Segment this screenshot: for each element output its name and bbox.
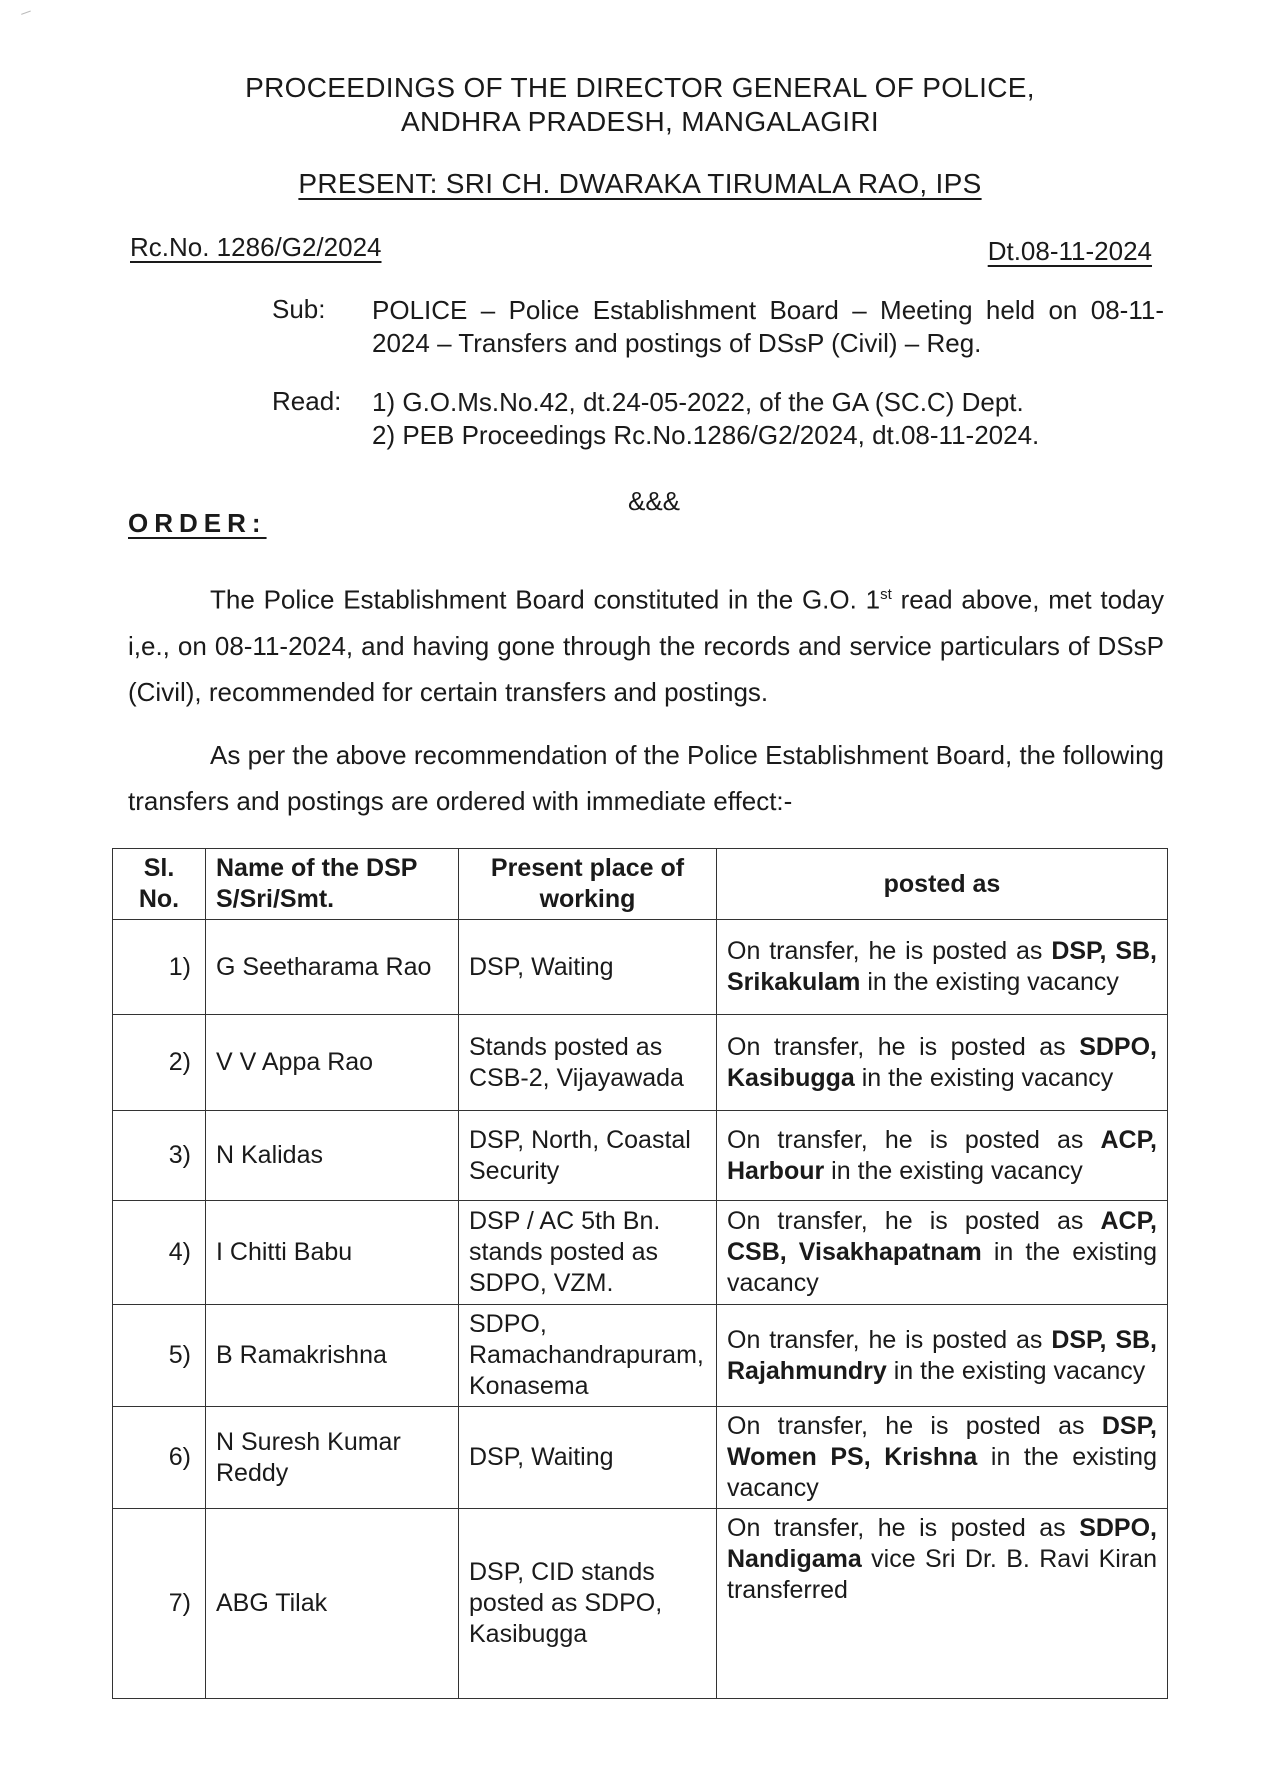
cell-present-place: DSP, North, Coastal Security: [459, 1111, 717, 1201]
header-name: Name of the DSP S/Sri/Smt.: [206, 849, 459, 920]
rc-number: Rc.No. 1286/G2/2024: [130, 232, 382, 262]
subject-label: Sub:: [272, 294, 326, 324]
cell-name: B Ramakrishna: [206, 1305, 459, 1407]
cell-posted-as: [717, 1509, 1168, 1699]
superscript-st: st: [880, 586, 892, 603]
cell-sl-no: 3): [113, 1111, 206, 1201]
cell-name: I Chitti Babu: [206, 1201, 459, 1305]
table-row: [113, 1305, 1168, 1407]
table-header-row: [113, 849, 1168, 920]
paragraph-1-part-a: The Police Establishment Board constituted in the G.O. 1: [210, 584, 881, 615]
cell-present-place: Stands posted as CSB-2, Vijayawada: [459, 1015, 717, 1111]
cell-sl-no: 6): [113, 1407, 206, 1509]
posted-prefix: On transfer, he is posted as: [727, 1032, 1080, 1061]
header-present: Present place of working: [459, 849, 717, 920]
posted-suffix: in the existing vacancy: [886, 1356, 1146, 1385]
posted-suffix: in the existing vacancy: [727, 1238, 1157, 1297]
paragraph-1: [128, 572, 1164, 715]
header-line-1: PROCEEDINGS OF THE DIRECTOR GENERAL OF POLICE,: [245, 72, 1035, 103]
cell-posted-as: [717, 1407, 1168, 1509]
table-row: [113, 1201, 1168, 1305]
cell-sl-no: 1): [113, 920, 206, 1015]
read-item-2: 2) PEB Proceedings Rc.No.1286/G2/2024, dt.08-11-2024.: [372, 420, 1040, 450]
cell-posted-as: [717, 1201, 1168, 1305]
posted-suffix: in the existing vacancy: [727, 1443, 1157, 1502]
cell-present-place: DSP, Waiting: [459, 920, 717, 1015]
posted-prefix: On transfer, he is posted as: [727, 1514, 1080, 1542]
cell-posted-as: [717, 1111, 1168, 1201]
transfers-table: [112, 848, 1168, 1699]
cell-posted-as: [717, 1015, 1168, 1111]
posted-post-name: DSP, Women PS, Krishna: [727, 1412, 1157, 1471]
cell-name: G Seetharama Rao: [206, 920, 459, 1015]
posted-prefix: On transfer, he is posted as: [727, 1207, 1101, 1235]
posted-prefix: On transfer, he is posted as: [727, 1125, 1101, 1154]
header-posted: posted as: [717, 849, 1168, 920]
cell-name: V V Appa Rao: [206, 1015, 459, 1111]
cell-posted-as: [717, 1305, 1168, 1407]
cell-sl-no: 7): [113, 1509, 206, 1699]
table-row: [113, 920, 1168, 1015]
posted-suffix: in the existing vacancy: [824, 1156, 1083, 1185]
table-row: [113, 1407, 1168, 1509]
cell-present-place: DSP / AC 5th Bn. stands posted as SDPO, VZM.: [459, 1201, 717, 1305]
table-row: [113, 1111, 1168, 1201]
cell-posted-as: [717, 920, 1168, 1015]
posted-post-name: SDPO, Nandigama: [727, 1514, 1157, 1573]
posted-suffix: in the existing vacancy: [854, 1063, 1114, 1092]
posted-post-name: ACP, CSB, Visakhapatnam: [727, 1207, 1157, 1266]
order-date: Dt.08-11-2024: [987, 236, 1152, 266]
cell-sl-no: 2): [113, 1015, 206, 1111]
table-row: [113, 1015, 1168, 1111]
posted-prefix: On transfer, he is posted as: [727, 1412, 1102, 1440]
read-list: [372, 386, 1039, 452]
posted-suffix: in the existing vacancy: [860, 968, 1119, 996]
cell-name: ABG Tilak: [206, 1509, 459, 1699]
present-line: PRESENT: SRI CH. DWARAKA TIRUMALA RAO, IPS: [298, 168, 982, 199]
posted-prefix: On transfer, he is posted as: [727, 937, 1052, 965]
cell-present-place: DSP, Waiting: [459, 1407, 717, 1509]
cell-sl-no: 5): [113, 1305, 206, 1407]
paragraph-1-part-b: read above, met today i,e., on 08-11-2024, and having gone through the records and service particulars of DSsP (Civil), recommended for certain transfers and postings.: [128, 584, 1164, 707]
separator: &&&: [627, 486, 681, 516]
present-line-wrap: [0, 168, 1280, 200]
cell-name: N Suresh Kumar Reddy: [206, 1407, 459, 1509]
posted-post-name: DSP, SB, Srikakulam: [727, 937, 1157, 996]
paragraph-2: As per the above recommendation of the Police Establishment Board, the following transfers and postings are ordered with immediate effect:-: [128, 740, 1164, 816]
posted-prefix: On transfer, he is posted as: [727, 1325, 1052, 1354]
read-label: Read:: [272, 386, 342, 416]
posted-post-name: SDPO, Kasibugga: [727, 1032, 1157, 1092]
read-item-1: 1) G.O.Ms.No.42, dt.24-05-2022, of the GA (SC.C) Dept.: [372, 387, 1024, 417]
cell-present-place: SDPO, Ramachandrapuram, Konasema: [459, 1305, 717, 1407]
header-sl: Sl. No.: [113, 849, 206, 920]
cell-present-place: DSP, CID stands posted as SDPO, Kasibugga: [459, 1509, 717, 1699]
table-row: [113, 1509, 1168, 1699]
order-heading: ORDER:: [128, 508, 267, 538]
posted-post-name: ACP, Harbour: [727, 1125, 1157, 1185]
cell-name: N Kalidas: [206, 1111, 459, 1201]
header-line-2: ANDHRA PRADESH, MANGALAGIRI: [401, 106, 879, 137]
cell-sl-no: 4): [113, 1201, 206, 1305]
posted-post-name: DSP, SB, Rajahmundry: [727, 1325, 1157, 1385]
scan-mark: [21, 11, 33, 21]
posted-suffix: vice Sri Dr. B. Ravi Kiran transferred: [727, 1545, 1157, 1604]
subject-text: POLICE – Police Establishment Board – Meeting held on 08-11-2024 – Transfers and postings of DSsP (Civil) – Reg.: [372, 295, 1164, 358]
